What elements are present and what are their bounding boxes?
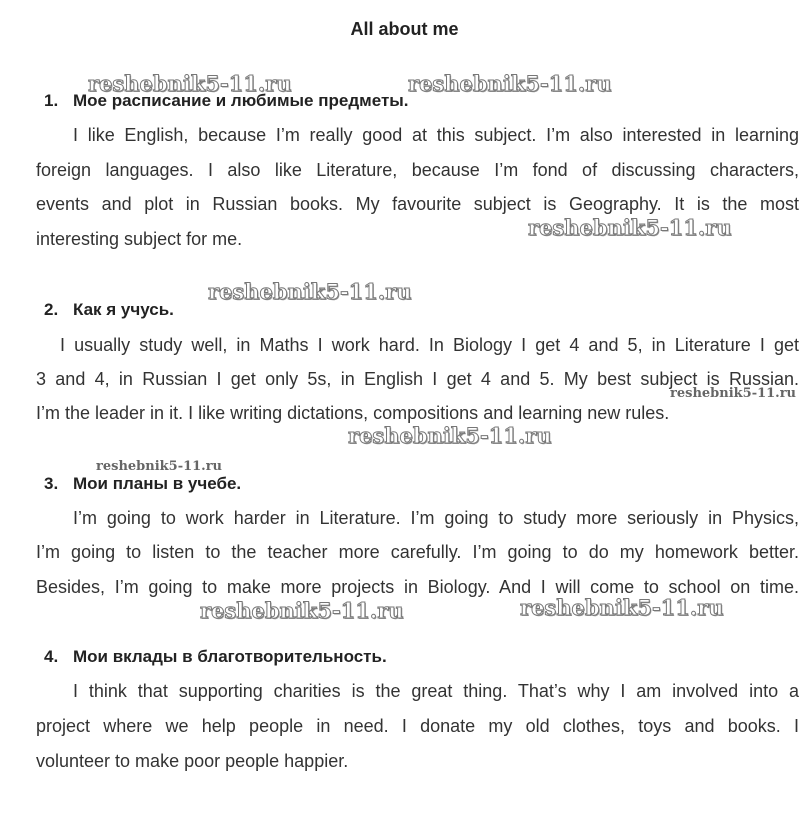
paragraph-line: 3 and 4, in Russian I get only 5s, in English I get 4 and 5. My best subject is Russian.: [36, 369, 799, 389]
section-heading: 2. Как я учусь.: [44, 300, 174, 319]
section-heading: 4. Мои вклады в благотворительность.: [44, 647, 387, 666]
paragraph-line: foreign languages. I also like Literature, because I’m fond of discussing characters,: [36, 160, 799, 180]
paragraph-line: I like English, because I’m really good at this subject. I’m also interested in learning: [73, 125, 799, 145]
paragraph-line: project where we help people in need. I donate my old clothes, toys and books. I: [36, 716, 799, 736]
paragraph-line: Besides, I’m going to make more projects in Biology. And I will come to school on time.: [36, 577, 799, 597]
watermark: reshebnik5-11.ru: [200, 598, 404, 623]
watermark: reshebnik5-11.ru: [408, 71, 612, 96]
watermark: reshebnik5-11.ru: [348, 423, 552, 448]
paragraph-line: I usually study well, in Maths I work hard. In Biology I get 4 and 5, in Literature I get: [60, 335, 799, 355]
paragraph-line: I’m going to listen to the teacher more carefully. I’m going to do my homework better.: [36, 542, 799, 562]
page-title: All about me: [350, 19, 459, 39]
section-heading: 1. Мое расписание и любимые предметы.: [44, 91, 409, 110]
paragraph-line: events and plot in Russian books. My favourite subject is Geography. It is the most: [36, 194, 799, 214]
watermark: reshebnik5-11.ru: [208, 279, 412, 304]
paragraph-line: I’m the leader in it. I like writing dictations, compositions and learning new rules.: [36, 403, 670, 423]
watermark: reshebnik5-11.ru: [88, 71, 292, 96]
paragraph-line: volunteer to make poor people happier.: [36, 751, 349, 771]
paragraph-line: I’m going to work harder in Literature. I’m going to study more seriously in Physics,: [73, 508, 799, 528]
paragraph-line: interesting subject for me.: [36, 229, 243, 249]
watermark: reshebnik5-11.ru: [528, 215, 732, 240]
watermark: reshebnik5-11.ru: [520, 595, 724, 620]
section-heading: 3. Мои планы в учебе.: [44, 474, 242, 493]
watermark: reshebnik5-11.ru: [670, 386, 797, 401]
watermark: reshebnik5-11.ru: [96, 459, 223, 474]
paragraph-line: I think that supporting charities is the great thing. That’s why I am involved into a: [73, 681, 799, 701]
